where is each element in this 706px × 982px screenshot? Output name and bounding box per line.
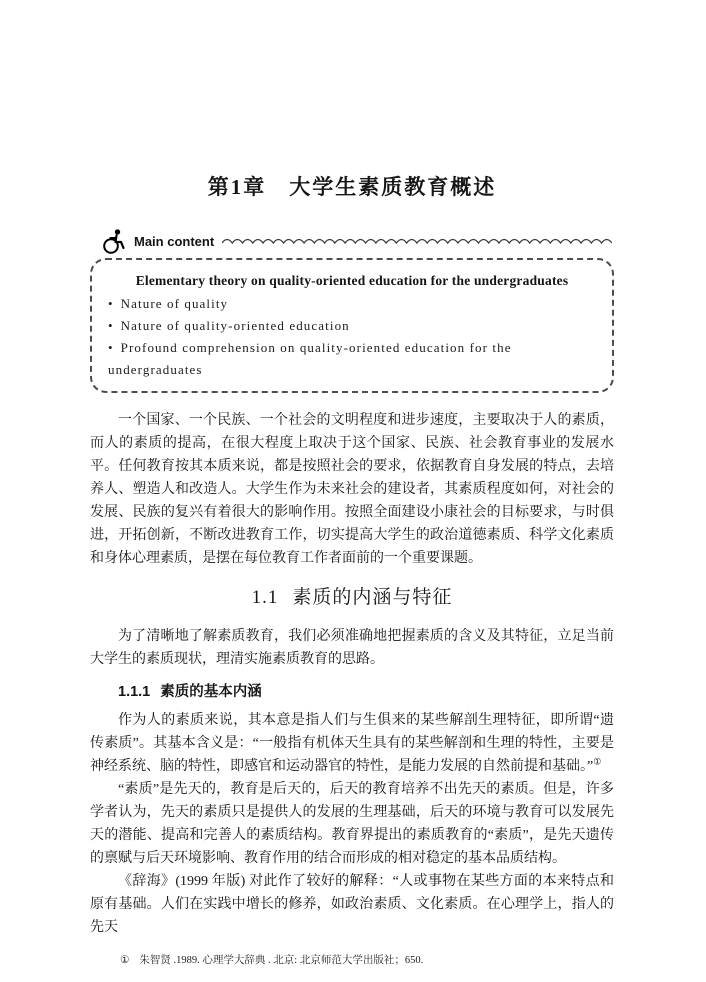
main-content-box-title: Elementary theory on quality-oriented education for the undergraduates xyxy=(135,273,569,288)
subsection-title: 素质的基本内涵 xyxy=(160,684,262,700)
chapter-title: 第1章 大学生素质教育概述 xyxy=(207,175,497,199)
main-content-box xyxy=(90,258,614,393)
bullet-icon: • xyxy=(108,296,114,311)
footnote-marker: ① xyxy=(120,955,130,966)
wheelchair-icon xyxy=(100,227,128,255)
footnote xyxy=(90,953,614,969)
bullet-icon: • xyxy=(108,318,114,333)
section-number: 1.1 xyxy=(251,587,279,608)
list-item-label: Nature of quality-oriented education xyxy=(120,318,350,333)
subsection-number: 1.1.1 xyxy=(118,684,151,700)
paragraph: 一个国家、一个民族、一个社会的文明程度和进步速度，主要取决于人的素质，而人的素质的提高，在很大程度上取决于这个国家、民族、社会教育事业的发展水平。任何教育按其本质来说，都是按照社会的要求，依据教育自身发展的特点，去培养人、塑造人和改造人。大学生作为未来社会的建设者，其素质程度如何，对社会的发展、民族的复兴有着很大的影响作用。按照全面建设小康社会的目标要求，与时俱进，开拓创新，不断改进教育工作，切实提高大学生的政治道德素质、科学文化素质和身体心理素质，是摆在每位教育工作者面前的一个重要课题。 xyxy=(90,413,614,566)
list-item-label: Nature of quality xyxy=(120,296,229,311)
paragraph: 《辞海》(1999 年版) 对此作了较好的解释：“人或事物在某些方面的本来特点和原有基础。人们在实践中增长的修养，如政治素质、文化素质。在心理学上，指人的先天 xyxy=(90,874,614,935)
paragraph-text: 作为人的素质来说，其本意是指人们与生俱来的某些解剖生理特征，即所谓“遗传素质”。其基本含义是：“一般指有机体天生具有的某些解剖和生理的特性，主要是神经系统、脑的特性，即感官和运动器官的特性，是能力发展的自然前提和基础。” xyxy=(90,713,614,774)
main-content-label: Main content xyxy=(134,233,215,249)
section-heading xyxy=(90,585,614,611)
footnote-text: 朱智贤 .1989. 心理学大辞典 . 北京: 北京师范大学出版社；650. xyxy=(139,955,424,966)
footnote-reference: ① xyxy=(593,756,602,767)
list-item xyxy=(108,315,596,337)
list-item-label: Profound comprehension on quality-oriented education for the undergraduates xyxy=(108,340,512,377)
main-content-header xyxy=(90,226,614,256)
bullet-icon: • xyxy=(108,340,114,355)
paragraph xyxy=(90,709,614,778)
list-item xyxy=(108,293,596,315)
list-item xyxy=(108,337,596,381)
section-title: 素质的内涵与特征 xyxy=(292,587,453,608)
subsection-heading xyxy=(90,681,614,703)
paragraph: 为了清晰地了解素质教育，我们必须准确地把握素质的含义及其特征，立足当前大学生的素质现状，理清实施素质教育的思路。 xyxy=(90,629,614,667)
wavy-divider xyxy=(222,236,612,246)
paragraph: “素质”是先天的，教育是后天的，后天的教育培养不出先天的素质。但是，许多学者认为，先天的素质只是提供人的发展的生理基础，后天的环境与教育可以发展先天的潜能、提高和完善人的素质结构。教育界提出的素质教育的“素质”，是先天遗传的禀赋与后天环境影响、教育作用的结合而形成的相对稳定的基本品质结构。 xyxy=(90,782,614,866)
